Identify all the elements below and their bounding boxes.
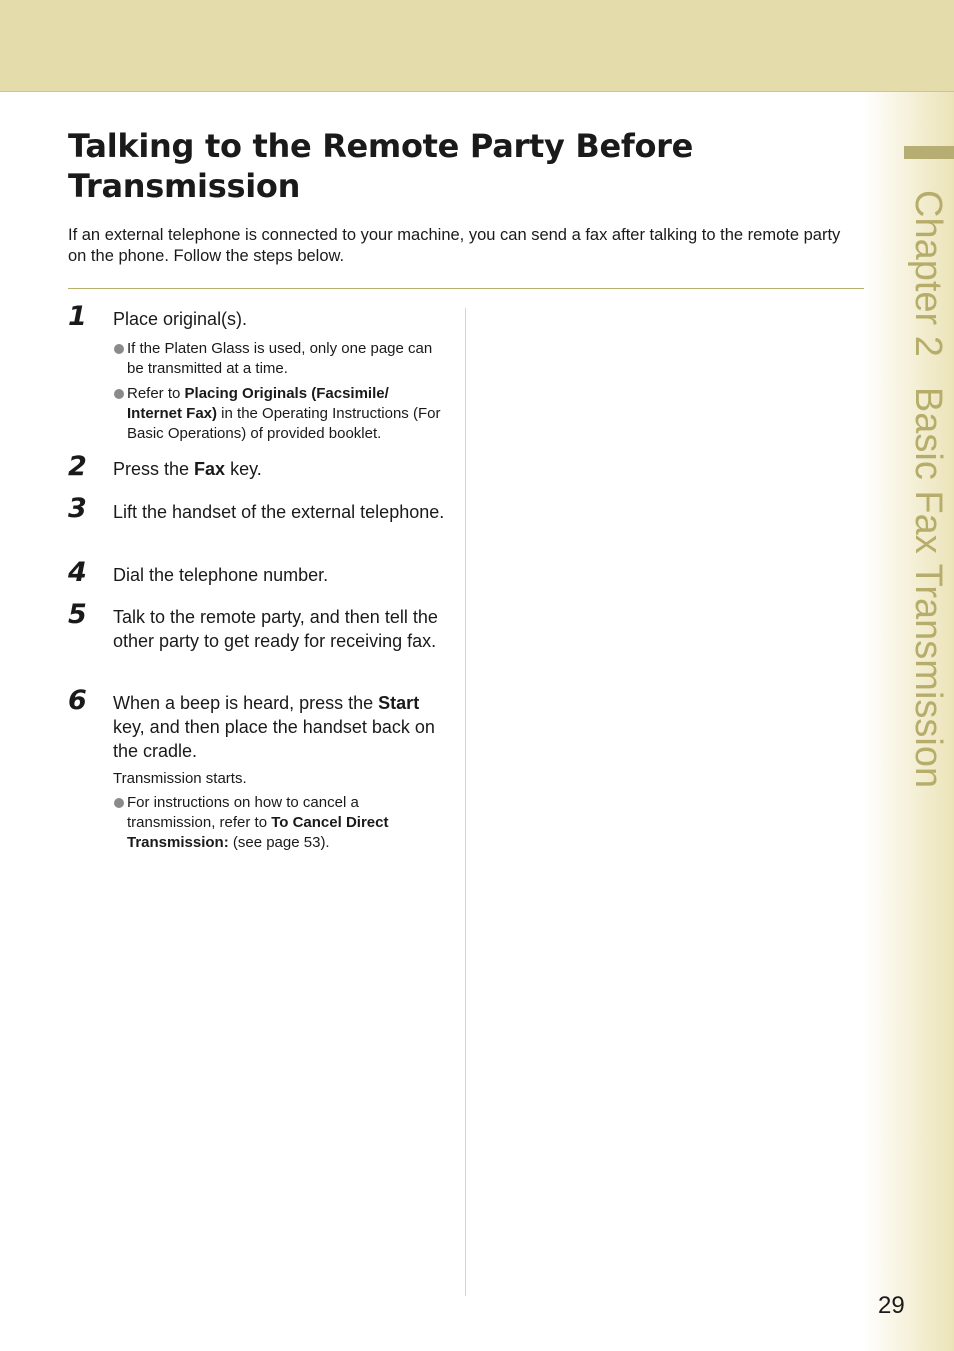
chapter-label: Chapter 2	[907, 190, 949, 357]
key-name: Start	[378, 693, 420, 713]
step-number: 1	[68, 301, 87, 332]
step-text: Press the Fax key.	[113, 459, 262, 479]
header-band	[0, 0, 954, 92]
page-title	[68, 126, 828, 206]
reference-title: Placing Originals (Facsimile/ Internet Fax)	[127, 385, 389, 422]
step-number: 5	[68, 599, 87, 630]
column-divider	[465, 308, 466, 1296]
bullet-icon	[114, 798, 124, 808]
section-label: Basic Fax Transmission	[907, 386, 949, 789]
step-1-bullet-2: Refer to Placing Originals (Facsimile/ Internet Fax) in the Operating Instructions (For Basic Operations) of provided booklet.	[113, 384, 443, 444]
bullet-icon	[114, 344, 124, 354]
section-divider	[68, 288, 864, 289]
chapter-sidebar-label	[893, 190, 949, 820]
reference-title: To Cancel Direct Transmission:	[127, 814, 389, 851]
step-number: 2	[68, 451, 87, 482]
step-1-bullet-1: If the Platen Glass is used, only one page can be transmitted at a time.	[113, 339, 443, 379]
step-text: When a beep is heard, press the Start key, and then place the handset back on the cradle.	[113, 693, 435, 761]
step-text: Lift the handset of the external telephone.	[113, 502, 445, 522]
step-number: 6	[68, 685, 87, 716]
page-title-line-1: Talking to the Remote Party Before	[68, 127, 694, 165]
key-name: Fax	[194, 459, 226, 479]
step-text: Talk to the remote party, and then tell the other party to get ready for receiving fax.	[113, 607, 438, 651]
step-number: 3	[68, 493, 87, 524]
step-number: 4	[68, 557, 87, 588]
page-title-line-2: Transmission	[68, 167, 301, 205]
step-text: Dial the telephone number.	[113, 565, 329, 585]
step-6-bullet-1: For instructions on how to cancel a transmission, refer to To Cancel Direct Transmission: (see page 53).	[113, 793, 443, 853]
step-text: Place original(s).	[113, 309, 248, 329]
intro-paragraph: If an external telephone is connected to your machine, you can send a fax after talking to the remote party on the phone. Follow the steps below.	[68, 226, 841, 265]
step-6-note: Transmission starts.	[113, 770, 247, 787]
bullet-icon	[114, 389, 124, 399]
page-number: 29	[878, 1292, 905, 1319]
chapter-tab-marker	[904, 146, 954, 159]
